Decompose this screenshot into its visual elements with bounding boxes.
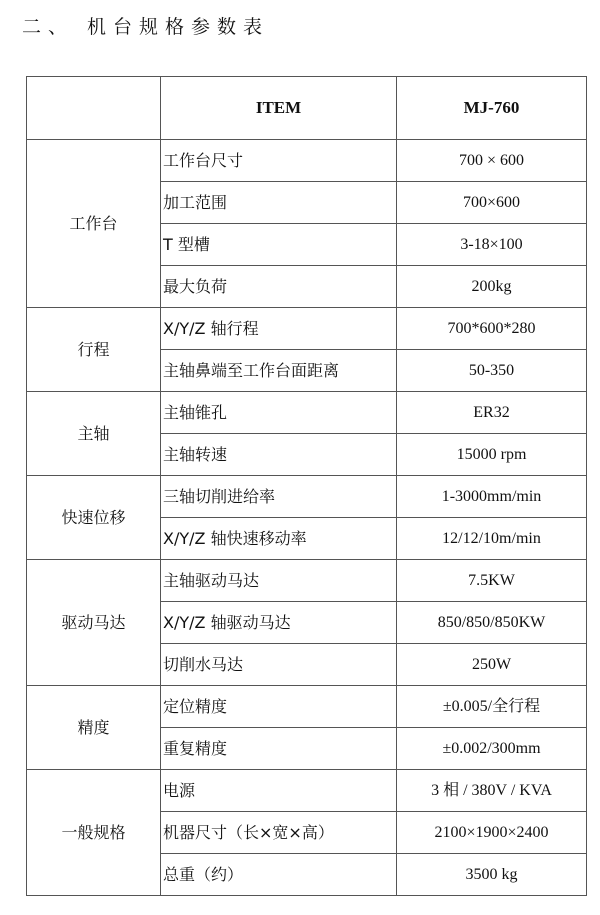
param-label: 三轴切削进给率: [161, 476, 397, 518]
param-label: 定位精度: [161, 686, 397, 728]
param-label: 最大负荷: [161, 266, 397, 308]
param-value: 250W: [397, 644, 587, 686]
param-label: 工作台尺寸: [161, 140, 397, 182]
header-model: MJ-760: [397, 77, 587, 140]
param-label: X/Y/Z 轴驱动马达: [161, 602, 397, 644]
param-value: 15000 rpm: [397, 434, 587, 476]
param-label: X/Y/Z 轴行程: [161, 308, 397, 350]
param-value: 3500 kg: [397, 854, 587, 896]
group-spindle: 主轴: [27, 392, 161, 476]
param-label: 重复精度: [161, 728, 397, 770]
table-row: [27, 392, 587, 434]
param-value: 3-18×100: [397, 224, 587, 266]
param-value: 850/850/850KW: [397, 602, 587, 644]
param-value: ER32: [397, 392, 587, 434]
section-heading: 二、 机台规格参数表: [22, 16, 270, 38]
param-value: ±0.005/全行程: [397, 686, 587, 728]
table-row: [27, 770, 587, 812]
param-label: 加工范围: [161, 182, 397, 224]
group-drive-motor: 驱动马达: [27, 560, 161, 686]
group-travel: 行程: [27, 308, 161, 392]
table-row: [27, 560, 587, 602]
table-row: [27, 476, 587, 518]
param-label: 主轴鼻端至工作台面距离: [161, 350, 397, 392]
header-blank-cell: [27, 77, 161, 140]
table-header-row: [27, 77, 587, 140]
table-row: [27, 308, 587, 350]
group-precision: 精度: [27, 686, 161, 770]
param-label: 主轴转速: [161, 434, 397, 476]
param-value: ±0.002/300mm: [397, 728, 587, 770]
param-value: 12/12/10m/min: [397, 518, 587, 560]
param-value: 700 × 600: [397, 140, 587, 182]
group-general-spec: 一般规格: [27, 770, 161, 896]
table-row: [27, 140, 587, 182]
header-item: ITEM: [161, 77, 397, 140]
param-value: 50-350: [397, 350, 587, 392]
table-row: [27, 686, 587, 728]
param-value: 700*600*280: [397, 308, 587, 350]
param-value: 1-3000mm/min: [397, 476, 587, 518]
param-label: 机器尺寸（长×宽×高）: [161, 812, 397, 854]
param-value: 2100×1900×2400: [397, 812, 587, 854]
param-label: 主轴锥孔: [161, 392, 397, 434]
group-worktable: 工作台: [27, 140, 161, 308]
param-value: 3 相 / 380V / KVA: [397, 770, 587, 812]
spec-table: [26, 76, 587, 896]
param-label: X/Y/Z 轴快速移动率: [161, 518, 397, 560]
param-label: 主轴驱动马达: [161, 560, 397, 602]
param-value: 7.5KW: [397, 560, 587, 602]
param-value: 700×600: [397, 182, 587, 224]
group-rapid-traverse: 快速位移: [27, 476, 161, 560]
param-label: 电源: [161, 770, 397, 812]
param-label: 总重（约）: [161, 854, 397, 896]
param-value: 200kg: [397, 266, 587, 308]
param-label: T 型槽: [161, 224, 397, 266]
param-label: 切削水马达: [161, 644, 397, 686]
